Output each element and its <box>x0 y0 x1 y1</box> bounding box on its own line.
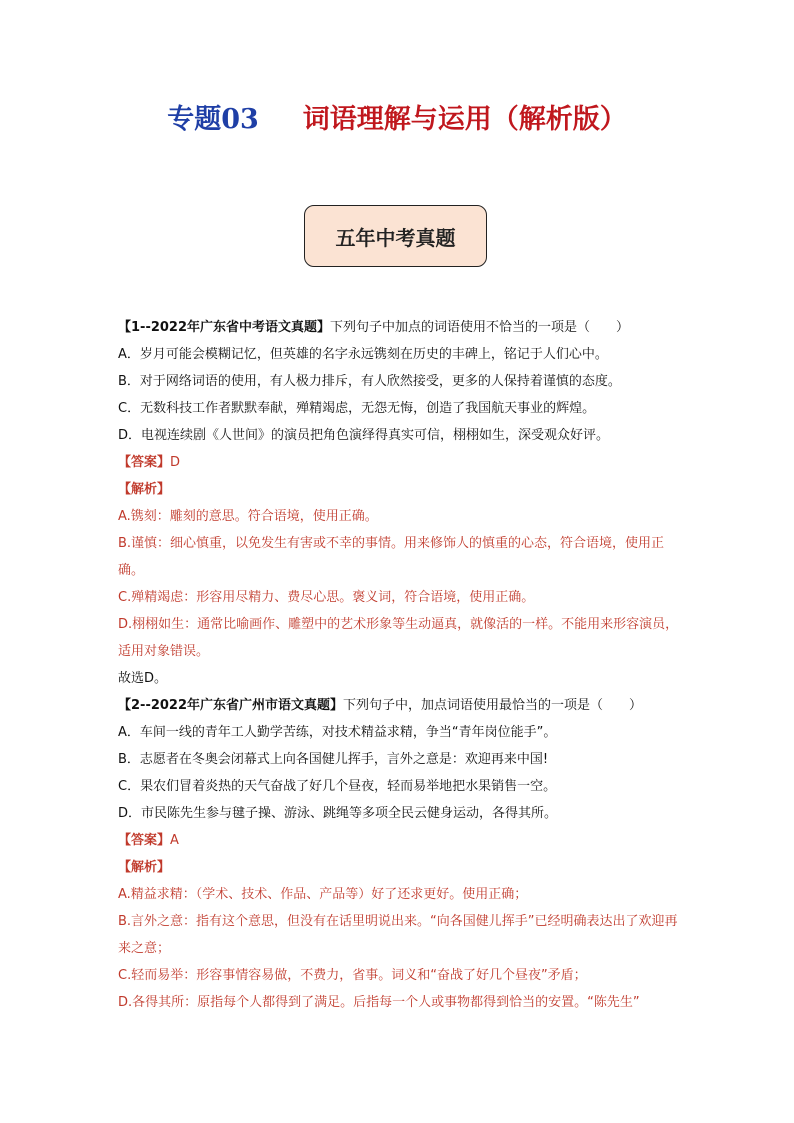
question-2-analysis-b: B.言外之意：指有这个意思，但没有在话里明说出来。“向各国健儿挥手”已经明确表达出了欢迎再来之意； <box>118 914 678 956</box>
question-1-analysis-a: A.镌刻：雕刻的意思。符合语境，使用正确。 <box>118 509 378 524</box>
answer-value: D <box>170 455 181 470</box>
title-topic-number: 专题03 <box>167 104 259 135</box>
question-2-option-b: B．志愿者在冬奥会闭幕式上向各国健儿挥手，言外之意是：欢迎再来中国! <box>118 752 549 767</box>
question-2-option-a: A．车间一线的青年工人勤学苦练，对技术精益求精，争当“青年岗位能手”。 <box>118 725 557 740</box>
question-2-option-c: C．果农们冒着炎热的天气奋战了好几个昼夜，轻而易举地把水果销售一空。 <box>118 779 557 794</box>
section-heading: 五年中考真题 <box>335 225 456 250</box>
question-1-option-b: B．对于网络词语的使用，有人极力排斥，有人欣然接受，更多的人保持着谨慎的态度。 <box>118 374 621 389</box>
title-topic-name: 词语理解与运用（解析版） <box>302 104 627 135</box>
content-body <box>118 314 680 1016</box>
section-heading-box <box>304 205 487 267</box>
question-2-answer <box>118 827 680 854</box>
question-2-analysis-d: D.各得其所：原指每个人都得到了满足。后指每一个人或事物都得到恰当的安置。“陈先生” <box>118 995 640 1010</box>
question-2-text: 下列句子中，加点词语使用最恰当的一项是（ ） <box>343 698 643 713</box>
question-1-option-a: A．岁月可能会模糊记忆，但英雄的名字永远镌刻在历史的丰碑上，铭记于人们心中。 <box>118 347 608 362</box>
answer-label: 【答案】 <box>118 833 171 848</box>
question-1-option-d: D．电视连续剧《人世间》的演员把角色演绎得真实可信，栩栩如生，深受观众好评。 <box>118 428 610 443</box>
answer-value: A <box>170 833 179 848</box>
question-2-analysis-a: A.精益求精：（学术、技术、作品、产品等）好了还求更好。使用正确； <box>118 887 528 902</box>
question-1-answer <box>118 449 680 476</box>
question-1-analysis-c: C.殚精竭虑：形容用尽精力、费尽心思。褒义词，符合语境，使用正确。 <box>118 590 535 605</box>
question-2-analysis-c: C.轻而易举：形容事情容易做，不费力，省事。词义和“奋战了好几个昼夜”矛盾； <box>118 968 587 983</box>
question-1-conclusion: 故选D。 <box>118 671 168 686</box>
question-2-option-d: D．市民陈先生参与毽子操、游泳、跳绳等多项全民云健身运动，各得其所。 <box>118 806 558 821</box>
question-2-analysis-label: 【解析】 <box>118 860 171 875</box>
answer-label: 【答案】 <box>118 455 171 470</box>
question-2-source: 【2--2022年广东省广州市语文真题】 <box>118 698 344 713</box>
question-1-text: 下列句子中加点的词语使用不恰当的一项是（ ） <box>330 320 630 335</box>
question-1-analysis-d: D.栩栩如生：通常比喻画作、雕塑中的艺术形象等生动逼真，就像活的一样。不能用来形容演员，适用对象错误。 <box>118 617 679 659</box>
question-1-analysis-b: B.谨慎：细心慎重，以免发生有害或不幸的事情。用来修饰人的慎重的心态，符合语境，使用正确。 <box>118 536 665 578</box>
question-1-analysis-label: 【解析】 <box>118 482 171 497</box>
question-1-source: 【1--2022年广东省中考语文真题】 <box>118 320 331 335</box>
question-1-stem <box>118 314 680 341</box>
question-1-option-c: C．无数科技工作者默默奉献，殚精竭虑，无怨无悔，创造了我国航天事业的辉煌。 <box>118 401 596 416</box>
question-2-stem <box>118 692 680 719</box>
page-title <box>0 97 794 136</box>
